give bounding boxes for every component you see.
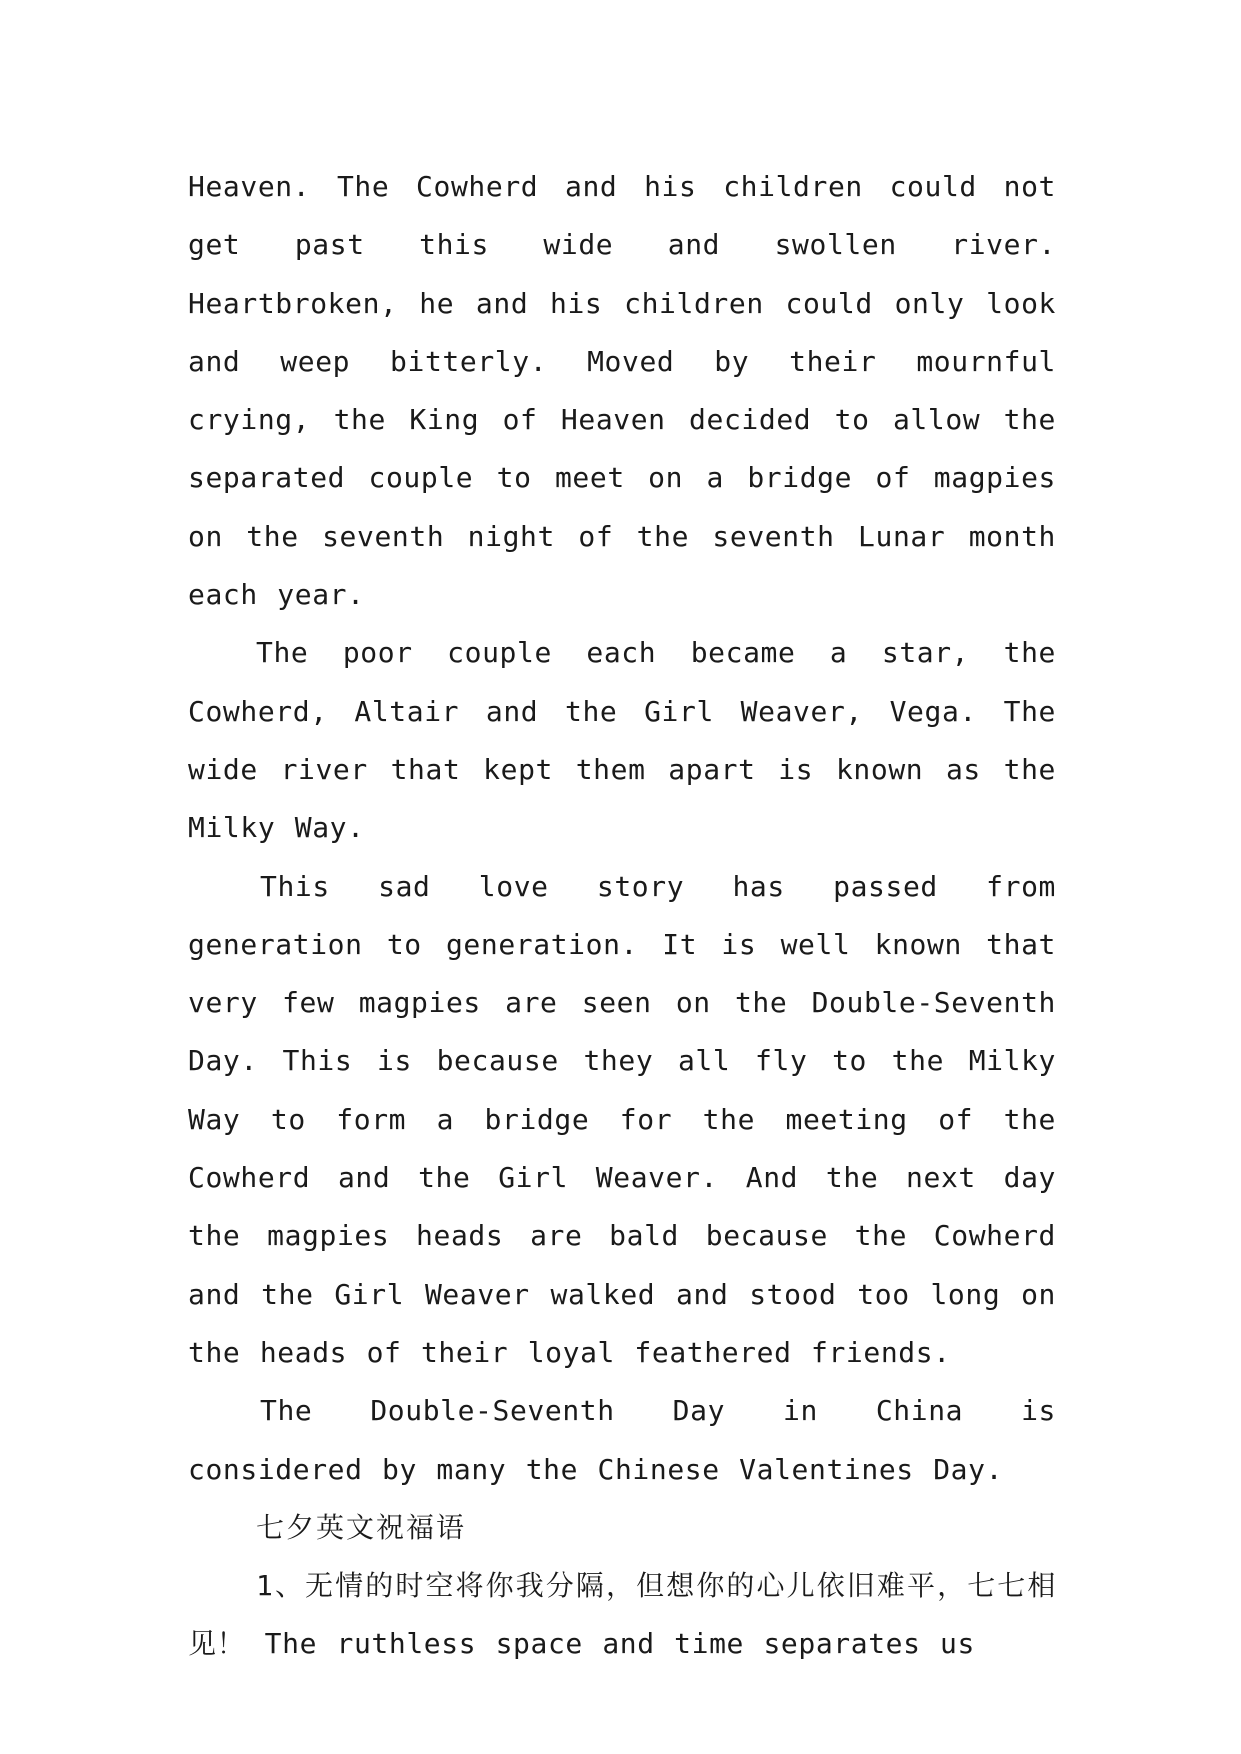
paragraph-valentines: The Double-Seventh Day in China is considered by many the Chinese Valentines Day. — [188, 1394, 1056, 1486]
paragraph-story-ending: Heaven. The Cowherd and his children could not get past this wide and swollen river. Heartbroken, he and his children could only look and weep bitterly. Moved by their mournful crying, the King of Heaven decided to allow the separated couple to meet on a bridge of magpies on the seventh night of the seventh Lunar month each year. — [188, 170, 1056, 612]
paragraph-stars: The poor couple each became a star, the Cowherd, Altair and the Girl Weaver, Vega. The wide river that kept them apart is known as the Milky Way. — [188, 636, 1056, 845]
paragraph-magpies: This sad love story has passed from generation to generation. It is well known that very few magpies are seen on the Double-Seventh Day. This is because they all fly to the Milky Way to form a bridge for the meeting of the Cowherd and the Girl Weaver. And the next day the magpies heads are bald because the Cowherd and the Girl Weaver walked and stood too long on the heads of their loyal feathered friends. — [188, 869, 1056, 1369]
document-body — [188, 158, 1056, 1674]
section-heading: 七夕英文祝福语 — [256, 1510, 467, 1544]
blessing-item-1: 1、无情的时空将你我分隔，但想你的心儿依旧难平，七七相见！ The ruthless space and time separates us — [188, 1569, 1056, 1661]
